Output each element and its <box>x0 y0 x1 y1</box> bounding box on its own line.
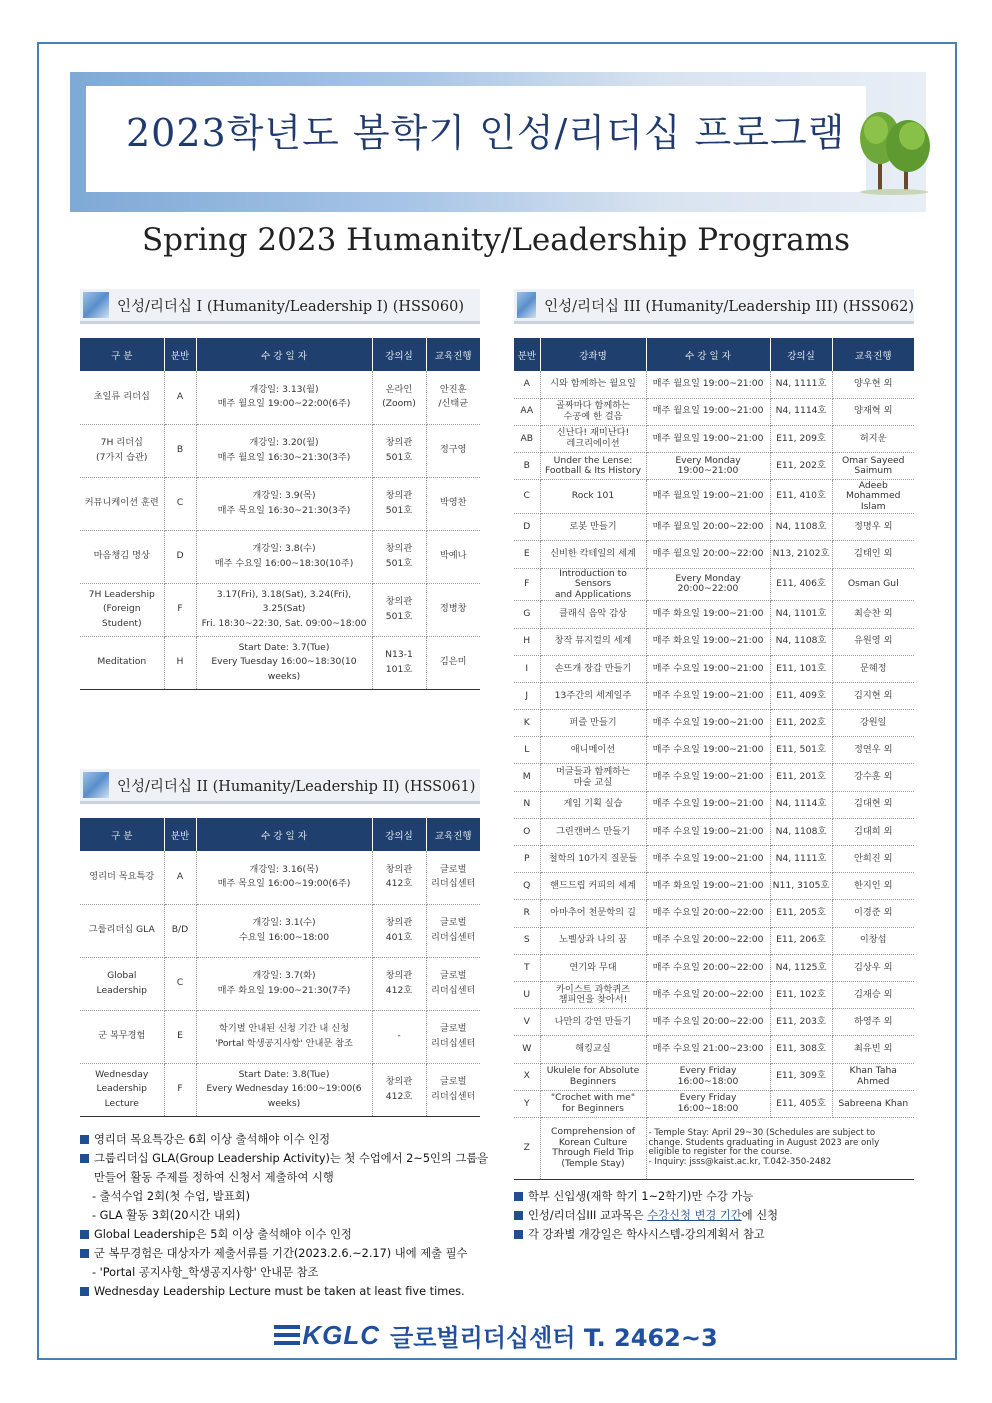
table-cell: Global Leadership <box>80 957 164 1010</box>
table-cell: N13, 2102호 <box>770 541 832 568</box>
table-cell: N4, 1114호 <box>770 791 832 818</box>
table-cell: "Crochet with me" for Beginners <box>540 1090 646 1117</box>
table-cell: 매주 월요일 19:00~21:00 <box>646 398 770 425</box>
table-cell: Q <box>514 873 540 900</box>
table-cell: 철학의 10가지 질문들 <box>540 846 646 873</box>
table-cell: E11, 410호 <box>770 480 832 514</box>
table-cell: 개강일: 3.7(화) 매주 화요일 19:00~21:30(7주) <box>196 957 372 1010</box>
table-cell: 박예나 <box>426 530 480 583</box>
table-cell: 창의관 401호 <box>372 904 426 957</box>
table-cell: C <box>514 480 540 514</box>
table-row <box>514 791 914 818</box>
column-header: 수 강 일 자 <box>196 338 372 371</box>
table-cell: A <box>164 851 196 904</box>
table-cell: 매주 수요일 19:00~21:00 <box>646 655 770 682</box>
table-cell: 창의관 412호 <box>372 1063 426 1116</box>
table-cell: 카이스트 과학퀴즈 챔피언을 찾아서! <box>540 981 646 1008</box>
table-cell: Start Date: 3.7(Tue) Every Tuesday 16:00~18:30(10 weeks) <box>196 636 372 689</box>
table-row <box>514 764 914 791</box>
section-3-table <box>514 338 914 1180</box>
table-cell: 한지인 외 <box>832 873 914 900</box>
page-title-english: Spring 2023 Humanity/Leadership Programs <box>141 222 851 258</box>
bullet-icon <box>80 1230 89 1239</box>
table-cell: 창의관 501호 <box>372 477 426 530</box>
table-cell: 매주 수요일 20:00~22:00 <box>646 900 770 927</box>
table-cell: 시와 함께하는 월요일 <box>540 371 646 398</box>
column-header: 교육진행 <box>426 338 480 371</box>
table-cell: B <box>164 424 196 477</box>
table-cell: H <box>164 636 196 689</box>
note-item <box>80 1187 500 1206</box>
table-cell: N4, 1111호 <box>770 371 832 398</box>
table-row <box>80 636 480 689</box>
table-cell: B/D <box>164 904 196 957</box>
table-cell: J <box>514 682 540 709</box>
table-row <box>514 655 914 682</box>
note-item <box>80 1225 500 1244</box>
column-header: 교육진행 <box>426 818 480 851</box>
table-cell: 하영주 외 <box>832 1009 914 1036</box>
table-cell: 군 복무경험 <box>80 1010 164 1063</box>
note-text: - GLA 활동 3회(20시간 내외) <box>92 1209 241 1222</box>
table-cell: E11, 308호 <box>770 1036 832 1063</box>
table-cell: 13주간의 세계일주 <box>540 682 646 709</box>
table-cell: 유원영 외 <box>832 628 914 655</box>
table-row <box>514 737 914 764</box>
column-header: 강의실 <box>372 338 426 371</box>
table-cell: 로봇 만들기 <box>540 514 646 541</box>
table-cell: E <box>164 1010 196 1063</box>
table-cell: 창의관 412호 <box>372 957 426 1010</box>
table-cell: 매주 수요일 19:00~21:00 <box>646 710 770 737</box>
note-item <box>80 1130 500 1149</box>
note-text: 만들어 활동 주제를 정하여 신청서 제출하여 시행 <box>94 1171 334 1184</box>
table-cell: 머글들과 함께하는 마술 교실 <box>540 764 646 791</box>
table-cell: 신비한 칵테일의 세계 <box>540 541 646 568</box>
table-row <box>514 873 914 900</box>
table-cell: 양재혁 외 <box>832 398 914 425</box>
table-cell: 김지현 외 <box>832 682 914 709</box>
table-cell: C <box>164 957 196 1010</box>
column-header: 강의실 <box>372 818 426 851</box>
table-row <box>80 851 480 904</box>
table-row <box>514 981 914 1008</box>
column-header: 강의실 <box>770 338 832 371</box>
table-cell: 학기별 안내된 신청 기간 내 신청 'Portal 학생공지사항' 안내문 참조 <box>196 1010 372 1063</box>
table-cell: N <box>514 791 540 818</box>
table-cell: N4, 1125호 <box>770 954 832 981</box>
table-cell: Under the Lense: Football & Its History <box>540 453 646 480</box>
table-cell: F <box>164 1063 196 1116</box>
note-item <box>80 1149 500 1168</box>
section-1-table <box>80 338 480 690</box>
bullet-icon <box>514 1192 523 1201</box>
table-cell: 창의관 501호 <box>372 530 426 583</box>
table-row <box>80 904 480 957</box>
table-cell: A <box>164 371 196 424</box>
table-cell: 아마추어 천문학의 길 <box>540 900 646 927</box>
table-cell: 매주 수요일 19:00~21:00 <box>646 764 770 791</box>
table-cell: D <box>164 530 196 583</box>
table-cell: 매주 월요일 20:00~22:00 <box>646 541 770 568</box>
table-row <box>514 371 914 398</box>
table-cell: 개강일: 3.9(목) 매주 목요일 16:30~21:30(3주) <box>196 477 372 530</box>
footer-contact: 글로벌리더십센터 T. 2462~3 <box>390 1323 718 1352</box>
section-2-table <box>80 818 480 1117</box>
table-cell: K <box>514 710 540 737</box>
table-cell: 개강일: 3.8(수) 매주 수요일 16:00~18:30(10주) <box>196 530 372 583</box>
table-cell: 매주 수요일 20:00~22:00 <box>646 954 770 981</box>
table-cell: 정연우 외 <box>832 737 914 764</box>
table-cell: - <box>372 1010 426 1063</box>
table-cell: 커뮤니케이션 훈련 <box>80 477 164 530</box>
note-item <box>80 1244 500 1263</box>
column-header: 분반 <box>164 818 196 851</box>
kglc-logo: KGLC <box>274 1320 380 1351</box>
table-cell: 김태인 외 <box>832 541 914 568</box>
table-row <box>80 424 480 477</box>
table-row <box>514 601 914 628</box>
table-cell: 매주 월요일 20:00~22:00 <box>646 514 770 541</box>
table-cell: AA <box>514 398 540 425</box>
note-text: 군 복무경험은 대상자가 제출서류를 기간(2023.2.6.~2.17) 내에 제출 필수 <box>94 1247 468 1260</box>
table-cell: 글로벌 리더십센터 <box>426 904 480 957</box>
table-cell: 이창섭 <box>832 927 914 954</box>
table-cell: 매주 화요일 19:00~21:00 <box>646 873 770 900</box>
note-item: 각 강좌별 개강일은 학사시스템-강의계획서 참고 <box>514 1225 934 1244</box>
table-cell: 매주 수요일 19:00~21:00 <box>646 846 770 873</box>
logo-stripes-icon <box>274 1325 300 1345</box>
table-cell: 강원일 <box>832 710 914 737</box>
table-cell: P <box>514 846 540 873</box>
table-cell: 김상우 외 <box>832 954 914 981</box>
table-cell: Osman Gul <box>832 568 914 601</box>
table-cell: 매주 수요일 19:00~21:00 <box>646 791 770 818</box>
bullet-icon <box>80 1154 89 1163</box>
table-cell: 허지운 <box>832 425 914 452</box>
table-cell: 7H Leadership (Foreign Student) <box>80 583 164 636</box>
table-row <box>514 1063 914 1090</box>
table-cell: 글로벌 리더십센터 <box>426 851 480 904</box>
table-cell: O <box>514 818 540 845</box>
table-cell: 개강일: 3.20(월) 매주 월요일 16:30~21:30(3주) <box>196 424 372 477</box>
table-cell: N4, 1108호 <box>770 818 832 845</box>
bullet-icon <box>80 1135 89 1144</box>
table-cell: 글로벌 리더십센터 <box>426 1010 480 1063</box>
section-3-header <box>514 289 914 324</box>
column-header: 수 강 일 자 <box>196 818 372 851</box>
table-cell: 개강일: 3.16(목) 매주 목요일 16:00~19:00(6주) <box>196 851 372 904</box>
section-square-icon <box>83 772 109 798</box>
table-cell: 게임 기획 실습 <box>540 791 646 818</box>
note-item: 인성/리더십III 교과목은 수강신청 변경 기간에 신청 <box>514 1206 934 1225</box>
notes-right <box>514 1187 934 1244</box>
column-header: 구 분 <box>80 338 164 371</box>
table-cell: X <box>514 1063 540 1090</box>
note-text: 그룹리더십 GLA(Group Leadership Activity)는 첫 수업에서 2~5인의 그룹을 <box>94 1152 489 1165</box>
table-cell: F <box>164 583 196 636</box>
table-row <box>80 371 480 424</box>
note-item <box>80 1168 500 1187</box>
section-1-header <box>80 289 480 324</box>
table-cell: V <box>514 1009 540 1036</box>
table-cell: Meditation <box>80 636 164 689</box>
column-header: 분반 <box>514 338 540 371</box>
table-row <box>514 514 914 541</box>
table-row <box>514 1117 914 1179</box>
table-cell: 안희진 외 <box>832 846 914 873</box>
table-cell: 창의관 412호 <box>372 851 426 904</box>
column-header: 강좌명 <box>540 338 646 371</box>
table-cell: Start Date: 3.8(Tue) Every Wednesday 16:00~19:00(6 weeks) <box>196 1063 372 1116</box>
table-cell: 매주 수요일 20:00~22:00 <box>646 1009 770 1036</box>
table-row <box>514 1009 914 1036</box>
table-cell: 김재승 외 <box>832 981 914 1008</box>
table-cell: N11, 3105호 <box>770 873 832 900</box>
table-cell: 퍼즐 만들기 <box>540 710 646 737</box>
table-row <box>514 818 914 845</box>
table-cell: 개강일: 3.1(수) 수요일 16:00~18:00 <box>196 904 372 957</box>
table-cell: Khan Taha Ahmed <box>832 1063 914 1090</box>
table-cell: 핸드드립 커피의 세계 <box>540 873 646 900</box>
note-item <box>80 1206 500 1225</box>
table-cell: F <box>514 568 540 601</box>
column-header: 분반 <box>164 338 196 371</box>
table-cell: Z <box>514 1117 540 1179</box>
bullet-icon <box>80 1249 89 1258</box>
table-cell: N13-1 101호 <box>372 636 426 689</box>
table-cell: A <box>514 371 540 398</box>
table-cell: Y <box>514 1090 540 1117</box>
title-banner <box>70 72 926 212</box>
table-cell: 최승찬 외 <box>832 601 914 628</box>
registration-change-period-link[interactable]: 수강신청 변경 기간 <box>647 1209 742 1222</box>
table-cell: G <box>514 601 540 628</box>
table-cell: 강수훈 외 <box>832 764 914 791</box>
table-cell: 정구영 <box>426 424 480 477</box>
section-2-title: 인성/리더십 II (Humanity/Leadership II) (HSS061) <box>117 778 476 795</box>
table-cell: 매주 수요일 19:00~21:00 <box>646 818 770 845</box>
table-cell: 글로벌 리더십센터 <box>426 957 480 1010</box>
table-cell: 7H 리더십 (7가지 습관) <box>80 424 164 477</box>
table-cell: 최유빈 외 <box>832 1036 914 1063</box>
table-row <box>514 710 914 737</box>
table-cell: 창작 뮤지컬의 세계 <box>540 628 646 655</box>
table-cell: 연기와 무대 <box>540 954 646 981</box>
table-cell: 매주 월요일 19:00~21:00 <box>646 480 770 514</box>
table-row <box>514 846 914 873</box>
note-text: Wednesday Leadership Lecture must be taken at least five times. <box>94 1285 465 1298</box>
table-row <box>80 1010 480 1063</box>
section-1-title: 인성/리더십 I (Humanity/Leadership I) (HSS060) <box>117 298 464 315</box>
table-cell: M <box>514 764 540 791</box>
table-row <box>514 628 914 655</box>
table-cell: D <box>514 514 540 541</box>
table-cell: N4, 1108호 <box>770 628 832 655</box>
table-cell: E11, 205호 <box>770 900 832 927</box>
table-cell: 매주 화요일 19:00~21:00 <box>646 628 770 655</box>
table-cell: E11, 405호 <box>770 1090 832 1117</box>
table-cell: E11, 206호 <box>770 927 832 954</box>
table-cell: N4, 1108호 <box>770 514 832 541</box>
table-cell: 글로벌 리더십센터 <box>426 1063 480 1116</box>
table-cell: E11, 101호 <box>770 655 832 682</box>
table-cell: Every Friday 16:00~18:00 <box>646 1090 770 1117</box>
table-cell: 문혜정 <box>832 655 914 682</box>
table-cell: 안진훈 /신태균 <box>426 371 480 424</box>
table-cell: 매주 수요일 20:00~22:00 <box>646 927 770 954</box>
note-item <box>80 1263 500 1282</box>
table-cell: B <box>514 453 540 480</box>
table-cell: Comprehension of Korean Culture Through Field Trip (Temple Stay) <box>540 1117 646 1179</box>
table-cell: 정병창 <box>426 583 480 636</box>
section-square-icon <box>83 292 109 318</box>
table-cell: 매주 수요일 21:00~23:00 <box>646 1036 770 1063</box>
table-cell: 매주 수요일 19:00~21:00 <box>646 682 770 709</box>
table-cell: 김대희 외 <box>832 818 914 845</box>
table-cell: 애니메이션 <box>540 737 646 764</box>
table-cell: 손뜨개 장갑 만들기 <box>540 655 646 682</box>
table-cell: T <box>514 954 540 981</box>
table-cell: S <box>514 927 540 954</box>
column-header: 수 강 일 자 <box>646 338 770 371</box>
note-text: 영리더 목요특강은 6회 이상 출석해야 이수 인정 <box>94 1133 331 1146</box>
table-cell: Wednesday Leadership Lecture <box>80 1063 164 1116</box>
table-cell: 매주 월요일 19:00~21:00 <box>646 425 770 452</box>
table-cell: 양우현 외 <box>832 371 914 398</box>
table-cell: 매주 수요일 20:00~22:00 <box>646 981 770 1008</box>
table-cell: 그린캔버스 만들기 <box>540 818 646 845</box>
note-item <box>80 1282 500 1301</box>
column-header: 구 분 <box>80 818 164 851</box>
footer <box>0 1318 992 1352</box>
table-cell: 신난다! 재미난다! 레크리에이션 <box>540 425 646 452</box>
table-cell: 초일류 리더십 <box>80 371 164 424</box>
table-cell: 김은미 <box>426 636 480 689</box>
table-row <box>514 954 914 981</box>
table-cell: 골짜마다 함께하는 수공예 한 걸음 <box>540 398 646 425</box>
table-cell: Omar Sayeed Saimum <box>832 453 914 480</box>
note-text: - 'Portal 공지사항_학생공지사항' 안내문 참조 <box>92 1266 319 1279</box>
table-cell: R <box>514 900 540 927</box>
table-cell: 그룹리더십 GLA <box>80 904 164 957</box>
table-row <box>514 541 914 568</box>
bullet-icon <box>514 1230 523 1239</box>
note-text: Global Leadership은 5회 이상 출석해야 이수 인정 <box>94 1228 352 1241</box>
table-cell: N4, 1101호 <box>770 601 832 628</box>
table-cell: E11, 102호 <box>770 981 832 1008</box>
table-cell: E11, 409호 <box>770 682 832 709</box>
table-cell: 창의관 501호 <box>372 583 426 636</box>
section-square-icon <box>517 292 536 318</box>
table-row <box>514 927 914 954</box>
table-cell: N4, 1111호 <box>770 846 832 873</box>
table-row <box>514 1090 914 1117</box>
table-cell: L <box>514 737 540 764</box>
table-row <box>514 1036 914 1063</box>
table-cell: N4, 1114호 <box>770 398 832 425</box>
section-2-header <box>80 769 480 804</box>
table-cell: E11, 309호 <box>770 1063 832 1090</box>
table-cell: 클래식 음악 감상 <box>540 601 646 628</box>
table-cell: E11, 209호 <box>770 425 832 452</box>
table-cell: 영리더 목요특강 <box>80 851 164 904</box>
table-cell: 매주 수요일 19:00~21:00 <box>646 737 770 764</box>
table-cell: Sabreena Khan <box>832 1090 914 1117</box>
table-row <box>80 583 480 636</box>
table-cell: E11, 202호 <box>770 453 832 480</box>
table-cell: 정명우 외 <box>832 514 914 541</box>
note-text: - 출석수업 2회(첫 수업, 발표회) <box>92 1190 251 1203</box>
table-cell: I <box>514 655 540 682</box>
table-cell: 해킹교실 <box>540 1036 646 1063</box>
table-row <box>80 957 480 1010</box>
table-cell: E <box>514 541 540 568</box>
table-cell: E11, 203호 <box>770 1009 832 1036</box>
table-cell: E11, 202호 <box>770 710 832 737</box>
table-row <box>514 568 914 601</box>
section-3-title: 인성/리더십 III (Humanity/Leadership III) (HSS062) <box>544 298 914 315</box>
table-cell: 노벨상과 나의 꿈 <box>540 927 646 954</box>
bullet-icon <box>514 1211 523 1220</box>
table-cell: E11, 501호 <box>770 737 832 764</box>
table-row <box>514 453 914 480</box>
table-cell: C <box>164 477 196 530</box>
table-cell: H <box>514 628 540 655</box>
table-row <box>514 398 914 425</box>
table-cell: Every Monday 20:00~22:00 <box>646 568 770 601</box>
bullet-icon <box>80 1287 89 1296</box>
table-cell: 개강일: 3.13(월) 매주 월요일 19:00~22:00(6주) <box>196 371 372 424</box>
table-cell: - Temple Stay: April 29~30 (Schedules are subject to change. Students graduating in August 2023 are only eligible to register for the course. - Inquiry: jsss@kaist.ac.kr, T.042-350-2482 <box>646 1117 914 1179</box>
table-cell: Every Friday 16:00~18:00 <box>646 1063 770 1090</box>
table-cell: 김대현 외 <box>832 791 914 818</box>
table-cell: W <box>514 1036 540 1063</box>
table-row <box>514 425 914 452</box>
table-cell: Ukulele for Absolute Beginners <box>540 1063 646 1090</box>
table-cell: 온라인 (Zoom) <box>372 371 426 424</box>
page-title-korean: 2023학년도 봄학기 인성/리더십 프로그램 <box>126 111 846 155</box>
table-cell: 나만의 강연 만들기 <box>540 1009 646 1036</box>
table-cell: Rock 101 <box>540 480 646 514</box>
table-cell: 매주 화요일 19:00~21:00 <box>646 601 770 628</box>
table-row <box>514 900 914 927</box>
table-cell: 이경준 외 <box>832 900 914 927</box>
table-row <box>514 480 914 514</box>
notes-left <box>80 1130 500 1301</box>
table-cell: Adeeb Mohammed Islam <box>832 480 914 514</box>
table-cell: 박영찬 <box>426 477 480 530</box>
table-row <box>80 530 480 583</box>
table-cell: U <box>514 981 540 1008</box>
table-cell: 매주 월요일 19:00~21:00 <box>646 371 770 398</box>
table-cell: E11, 201호 <box>770 764 832 791</box>
table-row <box>514 682 914 709</box>
table-cell: 3.17(Fri), 3.18(Sat), 3.24(Fri), 3.25(Sat) Fri. 18:30~22:30, Sat. 09:00~18:00 <box>196 583 372 636</box>
tree-icon <box>856 98 934 196</box>
table-cell: 마음챙김 명상 <box>80 530 164 583</box>
table-cell: AB <box>514 425 540 452</box>
table-cell: Introduction to Sensors and Applications <box>540 568 646 601</box>
table-row <box>80 477 480 530</box>
note-item: 학부 신입생(재학 학기 1~2학기)만 수강 가능 <box>514 1187 934 1206</box>
table-cell: Every Monday 19:00~21:00 <box>646 453 770 480</box>
table-row <box>80 1063 480 1116</box>
table-cell: 창의관 501호 <box>372 424 426 477</box>
column-header: 교육진행 <box>832 338 914 371</box>
table-cell: E11, 406호 <box>770 568 832 601</box>
